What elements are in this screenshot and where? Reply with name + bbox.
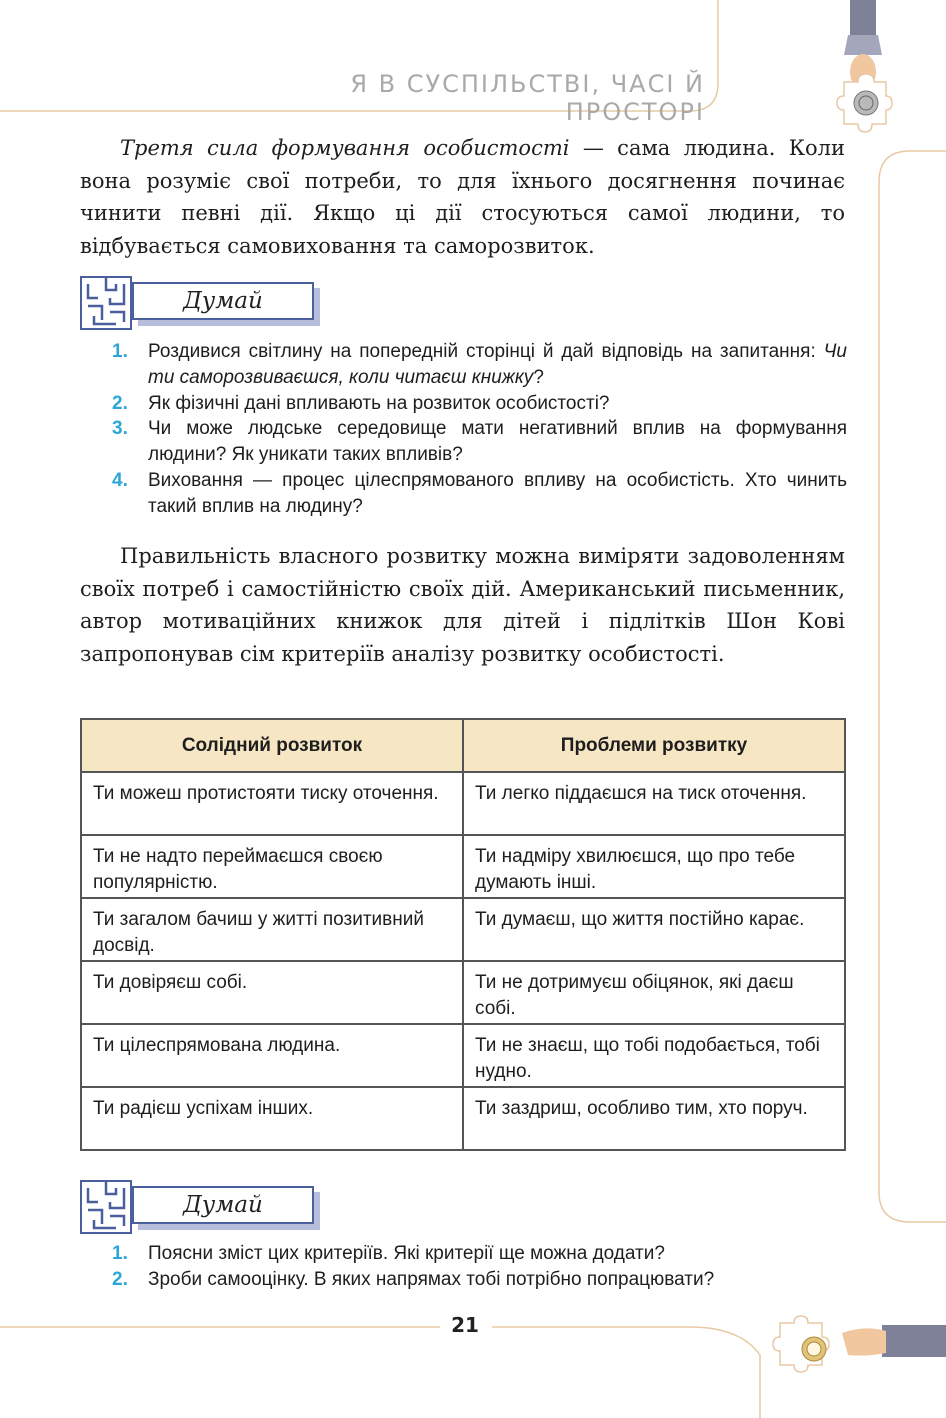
list-item (112, 416, 847, 468)
question-number: 2. (112, 392, 128, 414)
table-row (81, 961, 845, 1024)
question-list (112, 1241, 847, 1293)
table-cell: Ти можеш протистояти тиску оточення. (81, 772, 463, 835)
table-row (81, 898, 845, 961)
question-text: Чи може людське середовище мати негативний вплив на формування людини? Як уникати таких впливів? (148, 418, 847, 466)
question-number: 3. (112, 418, 128, 440)
question-text: Роздивися світлину на попередній сторінці й дай відповідь на запитання: (148, 341, 824, 362)
think-label: Думай (132, 282, 314, 320)
table-cell: Ти не надто переймаєшся своєю популярністю. (81, 835, 463, 898)
criteria-paragraph: Правильність власного розвитку можна виміряти задоволенням своїх потреб і самостійністю своїх дій. Американський письменник, автор мотиваційних книжок для дітей і підлітків Шон Кові запропонував сім критеріїв аналізу розвитку особистості. (80, 544, 845, 666)
think-heading (80, 276, 320, 330)
question-list (112, 339, 847, 520)
table-cell: Ти легко піддаєшся на тиск оточення. (463, 772, 845, 835)
table-cell: Ти радієш успіхам інших. (81, 1087, 463, 1150)
page-number: 21 (451, 1313, 479, 1337)
table-row (81, 1087, 845, 1150)
table-cell: Ти не дотримуєш обіцянок, які даєш собі. (463, 961, 845, 1024)
question-number: 1. (112, 1243, 128, 1264)
question-italic: Чи ти саморозвиваєшся, коли читаєш книжку (148, 341, 847, 388)
table-cell: Ти загалом бачиш у житті позитивний досвід. (81, 898, 463, 961)
question-text: Як фізичні дані впливають на розвиток особистості? (148, 392, 610, 414)
table-cell: Ти довіряєш собі. (81, 961, 463, 1024)
question-number: 4. (112, 469, 128, 491)
table-cell: Ти не знаєш, що тобі подобається, тобі нудно. (463, 1024, 845, 1087)
puzzle-hand-icon (770, 1315, 946, 1375)
section-title: Я В СУСПІЛЬСТВІ, ЧАСІ Й ПРОСТОРІ (350, 70, 705, 126)
italic-lead: Третя сила формування особистості (120, 136, 570, 160)
question-text: Поясни зміст цих критеріїв. Які критерії ще можна додати? (148, 1243, 665, 1264)
criteria-table (80, 718, 846, 1151)
list-item (112, 1241, 847, 1267)
think-heading (80, 1180, 320, 1234)
list-item (112, 468, 847, 520)
table-row (81, 835, 845, 898)
maze-icon (80, 276, 132, 330)
table-cell: Ти цілеспрямована людина. (81, 1024, 463, 1087)
think-label: Думай (132, 1186, 314, 1224)
question-text: Виховання — процес цілеспрямованого впливу на особистість. Хто чинить такий вплив на людину? (148, 469, 847, 517)
column-header: Проблеми розвитку (463, 719, 845, 772)
table-header-row (81, 719, 845, 772)
paragraph-text: — сама людина. Коли вона розуміє свої потреби, то для їхнього досягнення починає чинити певні дії. Якщо ці дії стосуються самої людини, то відбувається самовиховання та саморозвиток. (80, 136, 845, 258)
intro-paragraph (80, 132, 845, 262)
list-item (112, 339, 847, 391)
list-item (112, 1267, 847, 1293)
table-cell: Ти думаєш, що життя постійно карає. (463, 898, 845, 961)
column-header: Солідний розвиток (81, 719, 463, 772)
question-tail: ? (533, 366, 544, 388)
table-cell: Ти надміру хвилюєшся, що про тебе думають інші. (463, 835, 845, 898)
table-cell: Ти заздриш, особливо тим, хто поруч. (463, 1087, 845, 1150)
puzzle-hand-icon (836, 0, 896, 140)
question-number: 1. (112, 341, 128, 362)
table-row (81, 1024, 845, 1087)
maze-icon (80, 1180, 132, 1234)
question-number: 2. (112, 1268, 128, 1290)
table-row (81, 772, 845, 835)
list-item (112, 391, 847, 417)
question-text: Зроби самооцінку. В яких напрямах тобі потрібно попрацювати? (148, 1268, 715, 1290)
